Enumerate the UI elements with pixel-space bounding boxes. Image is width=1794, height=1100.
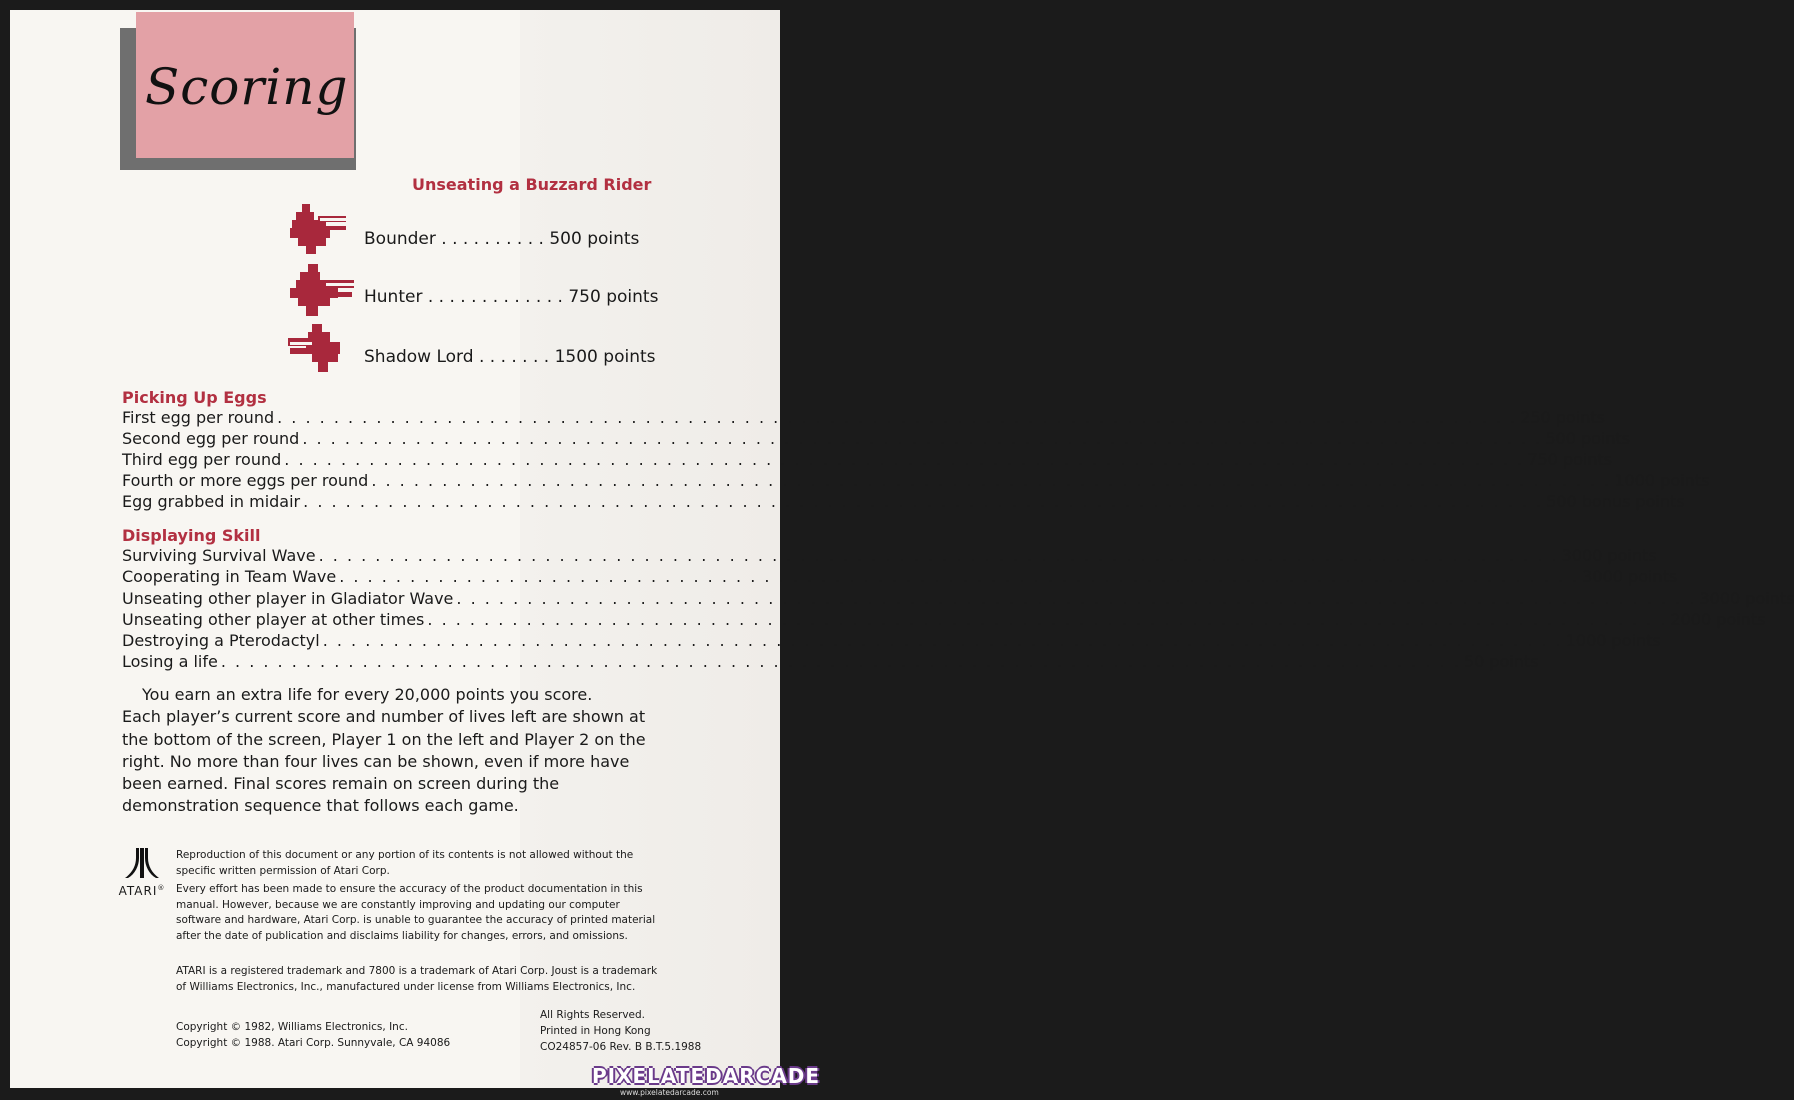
leader-dots: . . . . . . . . . . bbox=[435, 229, 550, 249]
skill-row bbox=[122, 567, 1678, 589]
enemy-name: Hunter bbox=[364, 287, 423, 307]
trademark-notice: ATARI is a registered trademark and 7800 is a trademark of Atari Corp. Joust is a trademark of Williams Electronics, Inc., manufactured under license from Williams Electronics, Inc. bbox=[176, 965, 658, 993]
buzzard-heading: Unseating a Buzzard Rider bbox=[412, 175, 652, 194]
row-label: Cooperating in Team Wave bbox=[122, 567, 337, 586]
eggs-row bbox=[122, 471, 1710, 493]
shadow-lord-buzzard-icon bbox=[288, 324, 346, 374]
points-value: 50 points bbox=[1463, 652, 1539, 671]
skill-row bbox=[122, 631, 1661, 653]
row-label: Surviving Survival Wave bbox=[122, 546, 316, 565]
enemy-name: Bounder bbox=[364, 229, 436, 249]
row-label: Third egg per round bbox=[122, 450, 282, 469]
eggs-heading: Picking Up Eggs bbox=[122, 388, 267, 407]
watermark-url: www.pixelatedarcade.com bbox=[620, 1088, 719, 1097]
points-value: 750 points bbox=[568, 287, 659, 307]
points-value: 500 points bbox=[549, 229, 640, 249]
atari-fuji-icon bbox=[125, 848, 159, 878]
skill-heading: Displaying Skill bbox=[122, 526, 261, 545]
skill-row bbox=[122, 546, 1657, 568]
eggs-row bbox=[122, 450, 1613, 472]
row-label: Unseating other player in Gladiator Wave bbox=[122, 589, 454, 608]
hunter-buzzard-icon bbox=[290, 264, 356, 318]
bounder-buzzard-icon bbox=[288, 204, 350, 256]
extra-life-paragraph bbox=[122, 684, 662, 818]
buzzard-row-bounder bbox=[364, 229, 639, 249]
skill-row bbox=[122, 652, 1539, 674]
skill-row bbox=[122, 589, 1794, 611]
eggs-row bbox=[122, 492, 1685, 514]
points-value: 500 points bbox=[1545, 429, 1631, 448]
eggs-row bbox=[122, 408, 1605, 430]
row-label: Second egg per round bbox=[122, 429, 300, 448]
reproduction-notice: Reproduction of this document or any portion of its contents is not allowed without the specific written permission of Atari Corp. bbox=[176, 849, 634, 877]
copyright-atari: Copyright © 1988. Atari Corp. Sunnyvale, CA 94086 bbox=[176, 1037, 451, 1049]
points-value: 3000 points bbox=[1582, 567, 1678, 586]
points-value: 500 bonus points bbox=[1546, 492, 1685, 511]
row-label: Unseating other player at other times bbox=[122, 610, 425, 629]
row-label: First egg per round bbox=[122, 408, 275, 427]
printed-in: Printed in Hong Kong bbox=[540, 1025, 651, 1037]
row-label: Fourth or more eggs per round bbox=[122, 471, 369, 490]
points-value: 750 points bbox=[1527, 450, 1613, 469]
watermark-title: PIXELATEDARCADE bbox=[592, 1064, 821, 1088]
points-value: 2000 points bbox=[1670, 610, 1766, 629]
rights-reserved: All Rights Reserved. bbox=[540, 1009, 646, 1021]
points-value: 1000 points bbox=[1614, 471, 1710, 490]
atari-logo bbox=[118, 848, 166, 898]
copyright-williams: Copyright © 1982, Williams Electronics, Inc. bbox=[176, 1021, 408, 1033]
row-label: Losing a life bbox=[122, 652, 218, 671]
leader-dots: . . . . . . . . . . . . . bbox=[422, 287, 569, 307]
buzzard-row-hunter bbox=[364, 287, 658, 307]
page-title: Scoring bbox=[145, 58, 349, 116]
leader-dots: . . . . . . . bbox=[473, 347, 555, 367]
points-value: 3000 points bbox=[1561, 546, 1657, 565]
eggs-row bbox=[122, 429, 1631, 451]
points-value: 3000 points bbox=[1699, 589, 1794, 608]
points-value: 1500 points bbox=[554, 347, 656, 367]
document-code: CO24857-06 Rev. B B.T.5.1988 bbox=[540, 1041, 702, 1053]
accuracy-notice: Every effort has been made to ensure the accuracy of the product documentation in this manual. However, because we are constantly improving and updating our computer software and hardware, Atari Corp. is unable to guarantee the accuracy of printed material after the date of publication and disclaims liability for changes, errors, and omissions. bbox=[176, 883, 656, 942]
points-value: 1000 points bbox=[1565, 631, 1661, 650]
enemy-name: Shadow Lord bbox=[364, 347, 474, 367]
paragraph-first-line: You earn an extra life for every 20,000 points you score. bbox=[142, 685, 593, 704]
paragraph-body: Each player’s current score and number of lives left are shown at the bottom of the screen, Player 1 on the left and Player 2 on the right. No more than four lives can be shown, even if more have been earned. Final scores remain on screen during the demonstration sequence that follows each game. bbox=[122, 707, 646, 816]
buzzard-row-shadow-lord bbox=[364, 347, 656, 367]
atari-logo-text: ATARI bbox=[118, 884, 158, 898]
row-label: Destroying a Pterodactyl bbox=[122, 631, 320, 650]
registered-mark: ® bbox=[157, 884, 166, 892]
row-label: Egg grabbed in midair bbox=[122, 492, 301, 511]
points-value: 250 points bbox=[1520, 408, 1605, 427]
skill-row bbox=[122, 610, 1766, 632]
